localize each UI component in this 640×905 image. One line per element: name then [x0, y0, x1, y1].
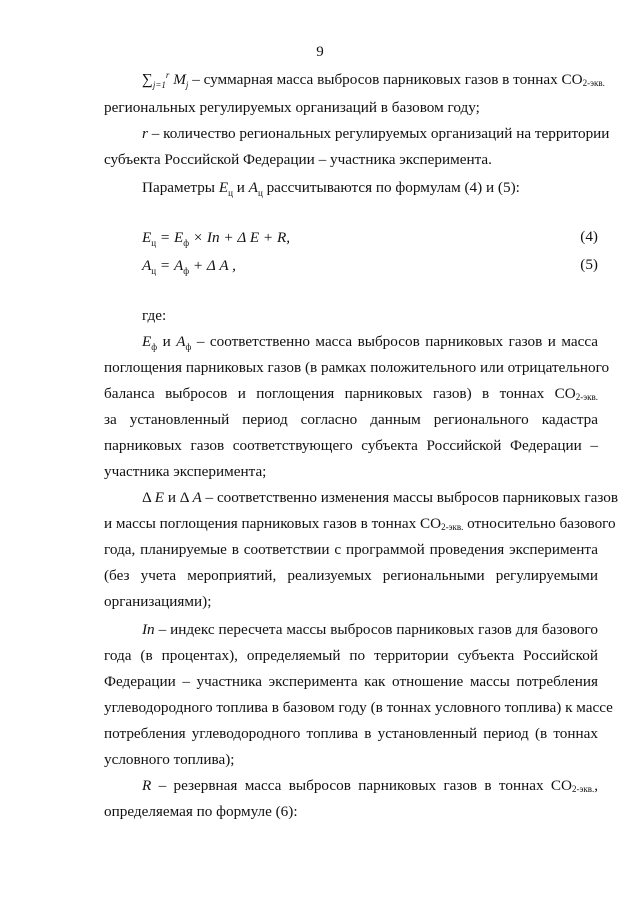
text-span: и	[232, 179, 249, 196]
math-sub: ф	[185, 342, 192, 353]
math-var: E	[142, 229, 152, 246]
text-line: года, планируемые в соответствии с программой проведения эксперимента	[104, 541, 598, 558]
math-expr: × In + Δ E + R,	[189, 229, 291, 246]
math-sub: ф	[151, 342, 158, 353]
math-sub: ц	[151, 266, 157, 277]
math-sub: ф	[183, 266, 190, 277]
text-line	[142, 488, 618, 508]
text-line: потребления углеводородного топлива в установленный период (в тоннах	[104, 725, 598, 742]
math-var: A	[142, 257, 152, 274]
equation-number: (4)	[580, 228, 598, 245]
co2-sub: 2-экв.	[441, 522, 464, 532]
co2-sub: 2-экв.	[575, 392, 598, 402]
text-line: условного топлива);	[104, 751, 235, 768]
math-expr: = E	[156, 229, 184, 246]
text-span: – индекс пересчета массы выбросов парниковых газов для базового	[154, 621, 598, 638]
text-line	[142, 69, 605, 93]
text-line	[142, 776, 598, 799]
text-line: поглощения парниковых газов (в рамках положительного или отрицательного	[104, 359, 610, 376]
text-line: парниковых газов соответствующего субъекта Российской Федерации –	[104, 437, 598, 454]
text-span: и массы поглощения парниковых газов в тоннах CO	[104, 515, 442, 532]
co2-sub: 2-экв.	[582, 78, 605, 88]
text-line: углеводородного топлива в базовом году (в тоннах условного топлива) к массе	[104, 699, 613, 716]
text-line	[142, 620, 598, 640]
text-span: рассчитываются по формулам (4) и (5):	[262, 179, 520, 196]
math-sub: ц	[257, 188, 263, 199]
math-var: M	[173, 71, 186, 88]
math-sub: j	[185, 80, 189, 91]
math-var: E	[218, 179, 229, 196]
text-line	[104, 384, 598, 407]
math-var: In	[142, 621, 155, 638]
co2-sub: 2-экв.	[571, 784, 595, 794]
text-span: и	[157, 333, 177, 350]
text-line: субъекта Российской Федерации – участника эксперимента.	[104, 151, 492, 168]
math-var: A	[176, 333, 186, 350]
text-span: Параметры	[142, 179, 219, 196]
text-line: за установленный период согласно данным регионального кадастра	[104, 411, 598, 428]
text-line: года (в процентах), определяемый по территории субъекта Российской	[104, 647, 598, 664]
text-span: ,	[594, 777, 598, 794]
math-var: E	[154, 489, 165, 506]
text-line: определяемая по формуле (6):	[104, 803, 298, 820]
text-line	[142, 124, 610, 144]
text-span: – резервная масса выбросов парниковых газов в тоннах CO	[151, 777, 572, 794]
equation-number: (5)	[580, 256, 598, 273]
text-line: организациями);	[104, 593, 212, 610]
text-line	[142, 178, 598, 198]
math-var: A	[192, 489, 202, 506]
text-span: Δ	[142, 489, 155, 506]
math-sub: ф	[183, 238, 190, 249]
text-line: где:	[142, 307, 167, 324]
text-span: баланса выбросов и поглощения парниковых газов) в тоннах CO	[104, 385, 576, 402]
math-sub: ц	[228, 188, 233, 199]
text-span: – соответственно изменения массы выбросов парниковых газов	[201, 489, 618, 506]
text-line: региональных регулируемых организаций в базовом году;	[104, 99, 480, 116]
text-span: относительно базового	[463, 515, 616, 532]
text-span: и Δ	[164, 489, 193, 506]
math-var: r	[142, 125, 148, 142]
math-var: R	[142, 777, 152, 794]
math-var: A	[248, 179, 258, 196]
text-line: Федерации – участника эксперимента как отношение массы потребления	[104, 673, 598, 690]
math-var: E	[142, 333, 152, 350]
formula-5	[142, 256, 598, 276]
math-expr: = A	[156, 257, 184, 274]
sum-symbol: $\sum_{j=1}^r$	[142, 69, 170, 91]
math-sub: ц	[151, 238, 157, 249]
text-line: участника эксперимента;	[104, 463, 267, 480]
text-span: – соответственно масса выбросов парниковых газов и масса	[191, 333, 598, 350]
page-number: 9	[316, 44, 324, 60]
text-line	[104, 514, 616, 537]
text-span: – количество региональных регулируемых организаций на территории	[147, 125, 610, 142]
text-line: (без учета мероприятий, реализуемых региональными регулируемыми	[104, 567, 598, 584]
text-line	[142, 332, 598, 352]
text-span: – суммарная масса выбросов парниковых газов в тоннах CO	[188, 71, 583, 88]
math-expr: + Δ A ,	[189, 257, 236, 274]
formula-4	[142, 228, 598, 248]
